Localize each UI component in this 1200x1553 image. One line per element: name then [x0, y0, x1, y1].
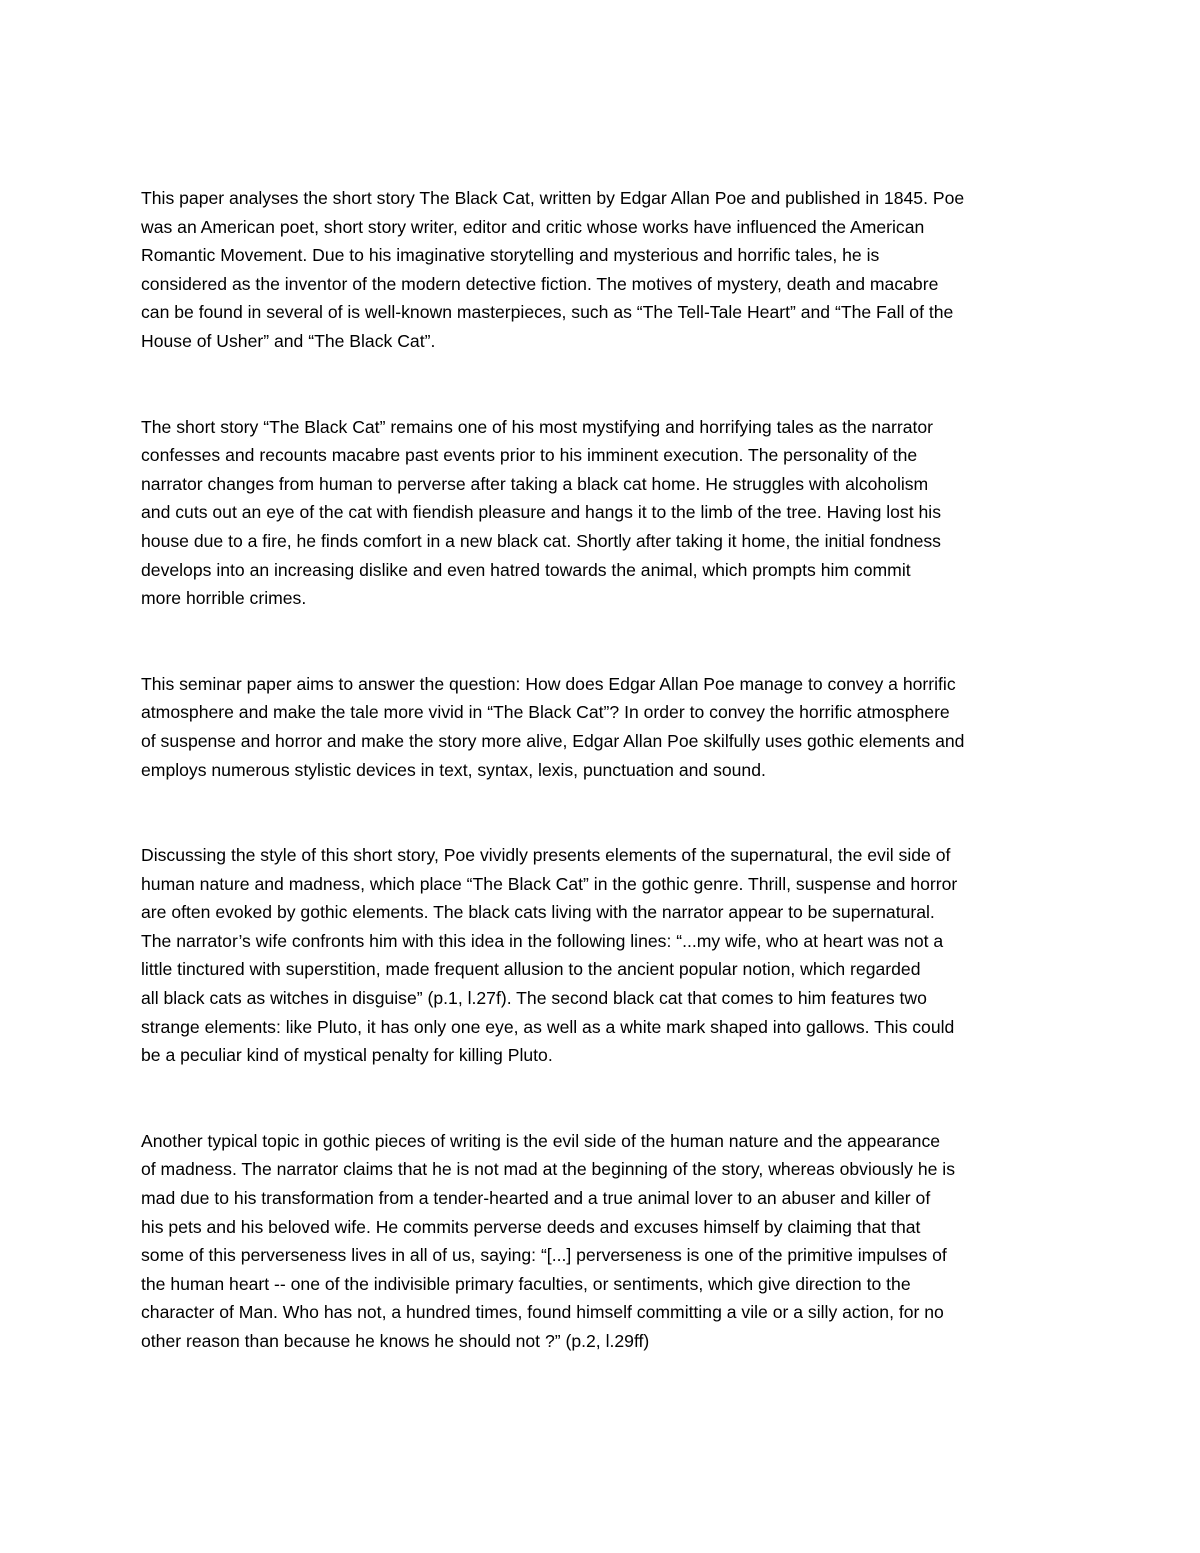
text-line: The narrator’s wife confronts him with this idea in the following lines: “...my wife, who at heart was not a	[141, 930, 944, 951]
text-line: Discussing the style of this short story, Poe vividly presents elements of the supernatural, the evil side of	[141, 845, 951, 866]
text-line: all black cats as witches in disguise” (p.1, l.27f). The second black cat that comes to him features two	[141, 988, 927, 1009]
text-line: of suspense and horror and make the story more alive, Edgar Allan Poe skilfully uses gothic elements and	[141, 730, 965, 751]
text-line: This seminar paper aims to answer the question: How does Edgar Allan Poe manage to convey a horrific	[141, 673, 956, 694]
paragraph-madness	[141, 1127, 1061, 1356]
paragraph-gothic-elements	[141, 841, 1061, 1070]
text-line: be a peculiar kind of mystical penalty for killing Pluto.	[141, 1045, 553, 1066]
text-line: This paper analyses the short story The Black Cat, written by Edgar Allan Poe and published in 1845. Poe	[141, 188, 965, 208]
text-line: was an American poet, short story writer, editor and critic whose works have influenced the American	[141, 216, 925, 237]
paragraph-research-question	[141, 670, 1061, 784]
text-line: are often evoked by gothic elements. The black cats living with the narrator appear to be supernatural.	[141, 902, 935, 923]
text-line: of madness. The narrator claims that he is not mad at the beginning of the story, whereas obviously he is	[141, 1159, 955, 1180]
text-line: human nature and madness, which place “The Black Cat” in the gothic genre. Thrill, suspense and horror	[141, 873, 958, 894]
text-line: considered as the inventor of the modern detective fiction. The motives of mystery, death and macabre	[141, 273, 939, 294]
text-line: other reason than because he knows he should not ?” (p.2, l.29ff)	[141, 1331, 650, 1351]
text-line: little tinctured with superstition, made frequent allusion to the ancient popular notion, which regarded	[141, 959, 921, 980]
text-line: some of this perverseness lives in all of us, saying: “[...] perverseness is one of the primitive impulses of	[141, 1245, 947, 1266]
text-line: the human heart -- one of the indivisible primary faculties, or sentiments, which give direction to the	[141, 1273, 911, 1294]
text-line: narrator changes from human to perverse after taking a black cat home. He struggles with alcoholism	[141, 473, 929, 494]
text-line: employs numerous stylistic devices in text, syntax, lexis, punctuation and sound.	[141, 759, 766, 780]
text-line: confesses and recounts macabre past events prior to his imminent execution. The personality of the	[141, 445, 918, 466]
text-line: atmosphere and make the tale more vivid in “The Black Cat”? In order to convey the horrific atmosphere	[141, 702, 950, 723]
text-line: his pets and his beloved wife. He commits perverse deeds and excuses himself by claiming that that	[141, 1216, 921, 1237]
text-line: and cuts out an eye of the cat with fiendish pleasure and hangs it to the limb of the tree. Having lost his	[141, 502, 942, 523]
text-line: Romantic Movement. Due to his imaginative storytelling and mysterious and horrific tales, he is	[141, 245, 880, 266]
paragraph-story-summary	[141, 413, 1061, 613]
text-line: House of Usher” and “The Black Cat”.	[141, 330, 436, 351]
text-line: character of Man. Who has not, a hundred times, found himself committing a vile or a silly action, for no	[141, 1302, 944, 1323]
paragraph-introduction	[141, 184, 1061, 356]
text-line: The short story “The Black Cat” remains one of his most mystifying and horrifying tales as the narrator	[141, 416, 934, 437]
text-line: house due to a fire, he finds comfort in a new black cat. Shortly after taking it home, the initial fondness	[141, 530, 941, 551]
document-body	[141, 184, 1061, 1356]
text-line: can be found in several of is well-known masterpieces, such as “The Tell-Tale Heart” and “The Fall of the	[141, 302, 954, 323]
text-line: develops into an increasing dislike and even hatred towards the animal, which prompts him commit	[141, 559, 911, 580]
text-line: mad due to his transformation from a tender-hearted and a true animal lover to an abuser and killer of	[141, 1188, 931, 1209]
text-line: Another typical topic in gothic pieces of writing is the evil side of the human nature and the appearance	[141, 1130, 941, 1151]
text-line: more horrible crimes.	[141, 588, 307, 609]
text-line: strange elements: like Pluto, it has only one eye, as well as a white mark shaped into gallows. This could	[141, 1016, 955, 1037]
